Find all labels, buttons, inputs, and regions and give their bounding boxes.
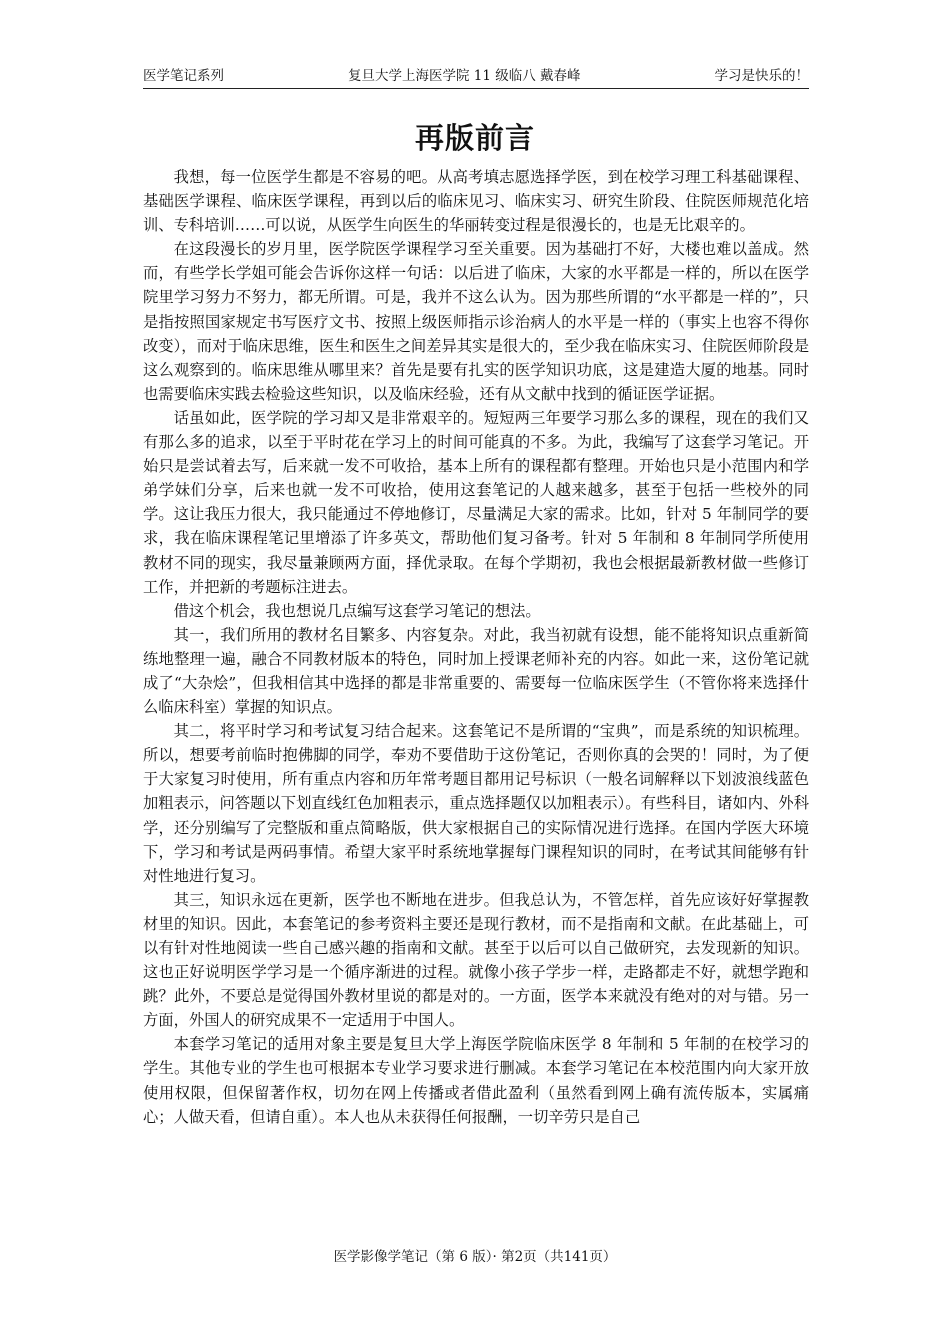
paragraph-5: 其一，我们所用的教材名目繁多、内容复杂。对此，我当初就有设想，能不能将知识点重新简练地整理一遍，融合不同教材版本的特色，同时加上授课老师补充的内容。如此一来，这份笔记就成了“大杂烩”，但我相信其中选择的都是非常重要的、需要每一位临床医学生（不管你将来选择什么临床科室）掌握的知识点。 xyxy=(143,625,809,717)
running-header xyxy=(143,66,809,89)
header-series: 医学笔记系列 xyxy=(143,68,224,84)
paragraph-2: 在这段漫长的岁月里，医学院医学课程学习至关重要。因为基础打不好，大楼也难以盖成。然而，有些学长学姐可能会告诉你这样一句话：以后进了临床，大家的水平都是一样的，所以在医学院里学习努力不努力，都无所谓。可是，我并不这么认为。因为那些所谓的“水平都是一样的”，只是指按照国家规定书写医疗文书、按照上级医师指示诊治病人的水平是一样的（事实上也容不得你改变），而对于临床思维，医生和医生之间差异其实是很大的，至少我在临床实习、住院医师阶段是这么观察到的。临床思维从哪里来？首先是要有扎实的医学知识功底，这是建造大厦的地基。同时也需要临床实践去检验这些知识，以及临床经验，还有从文献中找到的循证医学证据。 xyxy=(143,240,809,403)
paragraph-8: 本套学习笔记的适用对象主要是复旦大学上海医学院临床医学 8 年制和 5 年制的在校学习的学生。其他专业的学生也可根据本专业学习要求进行删减。本套学习笔记在本校范围内向大家开放使用权限，但保留著作权，切勿在网上传播或者借此盈利（虽然看到网上确有流传版本，实属痛心；人做天看，但请自重）。本人也从未获得任何报酬，一切辛劳只是自己 xyxy=(143,1035,809,1126)
paragraph-6: 其二，将平时学习和考试复习结合起来。这套笔记不是所谓的“宝典”，而是系统的知识梳理。所以，想要考前临时抱佛脚的同学，奉劝不要借助于这份笔记，否则你真的会哭的！同时，为了便于大家复习时使用，所有重点内容和历年常考题目都用记号标识（一般名词解释以下划波浪线蓝色加粗表示，问答题以下划直线红色加粗表示，重点选择题仅以加粗表示）。有些科目，诸如内、外科学，还分别编写了完整版和重点简略版，供大家根据自己的实际情况进行选择。在国内学医大环境下，学习和考试是两码事情。希望大家平时系统地掌握每门课程知识的同时，在考试其间能够有针对性地进行复习。 xyxy=(143,722,809,885)
paragraph-3: 话虽如此，医学院的学习却又是非常艰辛的。短短两三年要学习那么多的课程，现在的我们又有那么多的追求，以至于平时花在学习上的时间可能真的不多。为此，我编写了这套学习笔记。开始只是尝试着去写，后来就一发不可收拾，基本上所有的课程都有整理。开始也只是小范围内和学弟学妹们分享，后来也就一发不可收拾，使用这套笔记的人越来越多，甚至于包括一些校外的同学。这让我压力很大，我只能通过不停地修订，尽量满足大家的需求。比如，针对 5 年制同学的要求，我在临床课程笔记里增添了许多英文，帮助他们复习备考。针对 5 年制和 8 年制同学所使用教材不同的现实，我尽量兼顾两方面，择优录取。在每个学期初，我也会根据最新教材做一些修订工作，并把新的考题标注进去。 xyxy=(143,408,809,596)
paragraph-7: 其三，知识永远在更新，医学也不断地在进步。但我总认为，不管怎样，首先应该好好掌握教材里的知识。因此，本套笔记的参考资料主要还是现行教材，而不是指南和文献。在此基础上，可以有针对性地阅读一些自己感兴趣的指南和文献。甚至于以后可以自己做研究，去发现新的知识。这也正好说明医学学习是一个循序渐进的过程。就像小孩子学步一样，走路都走不好，就想学跑和跳？此外，不要总是觉得国外教材里说的都是对的。一方面，医学本来就没有绝对的对与错。另一方面，外国人的研究成果不一定适用于中国人。 xyxy=(143,890,809,1030)
paragraph-4: 借这个机会，我也想说几点编写这套学习笔记的想法。 xyxy=(173,601,541,620)
header-author: 复旦大学上海医学院 11 级临八 戴春峰 xyxy=(348,68,581,84)
paragraph-1: 我想，每一位医学生都是不容易的吧。从高考填志愿选择学医，到在校学习理工科基础课程、基础医学课程、临床医学课程，再到以后的临床见习、临床实习、研究生阶段、住院医师规范化培训、专科培训……可以说，从医学生向医生的华丽转变过程是很漫长的，也是无比艰辛的。 xyxy=(143,168,809,235)
page-title: 再版前言 xyxy=(414,121,535,155)
header-motto: 学习是快乐的！ xyxy=(714,68,809,84)
page-footer: 医学影像学笔记（第 6 版）· 第2页（共141页） xyxy=(333,1249,617,1265)
preface-body xyxy=(143,165,809,1129)
